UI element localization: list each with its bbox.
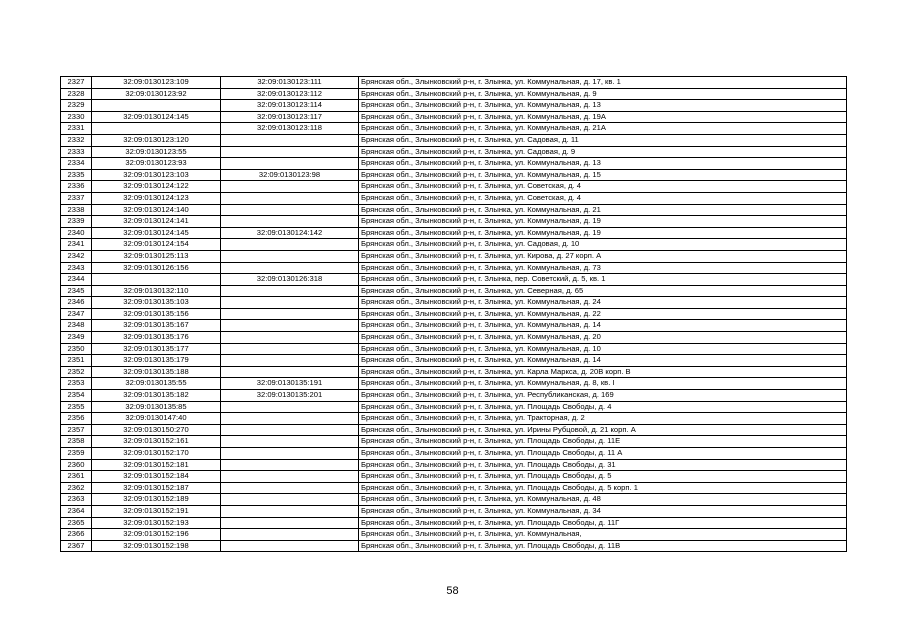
address-cell: Брянская обл., Злынковский р-н, г. Злынка, ул. Коммунальная, д. 19 (359, 216, 847, 228)
address-cell: Брянская обл., Злынковский р-н, г. Злынка, ул. Площадь Свободы, д. 11Е (359, 436, 847, 448)
row-number-cell: 2359 (61, 448, 92, 460)
row-number-cell: 2353 (61, 378, 92, 390)
address-cell: Брянская обл., Злынковский р-н, г. Злынка, ул. Садовая, д. 10 (359, 239, 847, 251)
linked-cadastral-number-cell: 32:09:0130123:111 (221, 77, 359, 89)
cadastral-number-cell: 32:09:0130147:40 (92, 413, 221, 425)
row-number-cell: 2352 (61, 366, 92, 378)
cadastral-number-cell: 32:09:0130152:196 (92, 529, 221, 541)
cadastral-number-cell: 32:09:0130150:270 (92, 424, 221, 436)
cadastral-number-cell: 32:09:0130135:179 (92, 355, 221, 367)
row-number-cell: 2335 (61, 169, 92, 181)
row-number-cell: 2367 (61, 540, 92, 552)
row-number-cell: 2351 (61, 355, 92, 367)
table-row (61, 308, 847, 320)
table-row (61, 378, 847, 390)
linked-cadastral-number-cell (221, 250, 359, 262)
linked-cadastral-number-cell (221, 482, 359, 494)
cadastral-number-cell: 32:09:0130135:167 (92, 320, 221, 332)
address-cell: Брянская обл., Злынковский р-н, г. Злынка, ул. Садовая, д. 9 (359, 146, 847, 158)
linked-cadastral-number-cell: 32:09:0130124:142 (221, 227, 359, 239)
linked-cadastral-number-cell (221, 413, 359, 425)
linked-cadastral-number-cell (221, 320, 359, 332)
linked-cadastral-number-cell (221, 181, 359, 193)
address-cell: Брянская обл., Злынковский р-н, г. Злынка, ул. Площадь Свободы, д. 5 (359, 471, 847, 483)
row-number-cell: 2329 (61, 100, 92, 112)
cadastral-number-cell: 32:09:0130135:176 (92, 332, 221, 344)
row-number-cell: 2343 (61, 262, 92, 274)
table-row (61, 250, 847, 262)
address-cell: Брянская обл., Злынковский р-н, г. Злынка, ул. Площадь Свободы, д. 11Г (359, 517, 847, 529)
row-number-cell: 2362 (61, 482, 92, 494)
cadastral-number-cell: 32:09:0130135:177 (92, 343, 221, 355)
cadastral-number-cell: 32:09:0130123:103 (92, 169, 221, 181)
row-number-cell: 2360 (61, 459, 92, 471)
linked-cadastral-number-cell (221, 494, 359, 506)
table-row (61, 88, 847, 100)
cadastral-number-cell: 32:09:0130124:141 (92, 216, 221, 228)
cadastral-number-cell (92, 100, 221, 112)
table-row (61, 390, 847, 402)
table-row (61, 123, 847, 135)
table-row (61, 459, 847, 471)
row-number-cell: 2348 (61, 320, 92, 332)
linked-cadastral-number-cell: 32:09:0130123:114 (221, 100, 359, 112)
linked-cadastral-number-cell (221, 401, 359, 413)
address-cell: Брянская обл., Злынковский р-н, г. Злынка, ул. Коммунальная, д. 10 (359, 343, 847, 355)
cadastral-number-cell (92, 274, 221, 286)
table-row (61, 146, 847, 158)
linked-cadastral-number-cell (221, 459, 359, 471)
row-number-cell: 2345 (61, 285, 92, 297)
table-row (61, 436, 847, 448)
table-row (61, 216, 847, 228)
linked-cadastral-number-cell: 32:09:0130123:118 (221, 123, 359, 135)
address-cell: Брянская обл., Злынковский р-н, г. Злынка, ул. Коммунальная, д. 21 (359, 204, 847, 216)
address-cell: Брянская обл., Злынковский р-н, г. Злынка, ул. Советская, д. 4 (359, 181, 847, 193)
table-row (61, 192, 847, 204)
row-number-cell: 2337 (61, 192, 92, 204)
cadastral-number-cell: 32:09:0130152:193 (92, 517, 221, 529)
table-row (61, 77, 847, 89)
table-row (61, 448, 847, 460)
address-cell: Брянская обл., Злынковский р-н, г. Злынка, ул. Коммунальная, д. 14 (359, 355, 847, 367)
cadastral-number-cell: 32:09:0130135:55 (92, 378, 221, 390)
row-number-cell: 2363 (61, 494, 92, 506)
cadastral-number-cell: 32:09:0130135:156 (92, 308, 221, 320)
table-row (61, 505, 847, 517)
linked-cadastral-number-cell (221, 285, 359, 297)
row-number-cell: 2356 (61, 413, 92, 425)
linked-cadastral-number-cell (221, 517, 359, 529)
table-row (61, 111, 847, 123)
linked-cadastral-number-cell (221, 448, 359, 460)
row-number-cell: 2366 (61, 529, 92, 541)
table-row (61, 274, 847, 286)
table-row (61, 297, 847, 309)
linked-cadastral-number-cell (221, 471, 359, 483)
cadastral-number-cell: 32:09:0130152:191 (92, 505, 221, 517)
page-number: 58 (446, 585, 459, 597)
linked-cadastral-number-cell (221, 204, 359, 216)
address-cell: Брянская обл., Злынковский р-н, г. Злынка, ул. Площадь Свободы, д. 11 А (359, 448, 847, 460)
table-row (61, 343, 847, 355)
address-cell: Брянская обл., Злынковский р-н, г. Злынка, ул. Коммунальная, д. 9 (359, 88, 847, 100)
address-cell: Брянская обл., Злынковский р-н, г. Злынка, ул. Кирова, д. 27 корп. А (359, 250, 847, 262)
cadastral-number-cell: 32:09:0130124:122 (92, 181, 221, 193)
row-number-cell: 2339 (61, 216, 92, 228)
address-cell: Брянская обл., Злынковский р-н, г. Злынка, ул. Коммунальная, д. 73 (359, 262, 847, 274)
row-number-cell: 2338 (61, 204, 92, 216)
linked-cadastral-number-cell (221, 262, 359, 274)
cadastral-number-cell: 32:09:0130123:93 (92, 158, 221, 170)
cadastral-number-cell: 32:09:0130124:123 (92, 192, 221, 204)
row-number-cell: 2342 (61, 250, 92, 262)
row-number-cell: 2357 (61, 424, 92, 436)
linked-cadastral-number-cell: 32:09:0130123:117 (221, 111, 359, 123)
row-number-cell: 2347 (61, 308, 92, 320)
address-cell: Брянская обл., Злынковский р-н, г. Злынка, ул. Карла Маркса, д. 20В корп. В (359, 366, 847, 378)
address-cell: Брянская обл., Злынковский р-н, г. Злынка, ул. Республиканская, д. 169 (359, 390, 847, 402)
linked-cadastral-number-cell (221, 436, 359, 448)
cadastral-number-cell: 32:09:0130124:145 (92, 227, 221, 239)
address-cell: Брянская обл., Злынковский р-н, г. Злынка, ул. Коммунальная, д. 24 (359, 297, 847, 309)
row-number-cell: 2358 (61, 436, 92, 448)
address-cell: Брянская обл., Злынковский р-н, г. Злынка, ул. Площадь Свободы, д. 11В (359, 540, 847, 552)
address-cell: Брянская обл., Злынковский р-н, г. Злынка, ул. Коммунальная, д. 13 (359, 100, 847, 112)
cadastral-number-cell: 32:09:0130152:184 (92, 471, 221, 483)
cadastral-number-cell: 32:09:0130126:156 (92, 262, 221, 274)
cadastral-number-cell (92, 123, 221, 135)
row-number-cell: 2349 (61, 332, 92, 344)
address-cell: Брянская обл., Злынковский р-н, г. Злынка, ул. Ирины Рубцовой, д. 21 корп. А (359, 424, 847, 436)
linked-cadastral-number-cell: 32:09:0130123:112 (221, 88, 359, 100)
cadastral-number-cell: 32:09:0130152:187 (92, 482, 221, 494)
table-row (61, 227, 847, 239)
address-cell: Брянская обл., Злынковский р-н, г. Злынка, ул. Коммунальная, д. 14 (359, 320, 847, 332)
cadastral-number-cell: 32:09:0130124:140 (92, 204, 221, 216)
table-row (61, 517, 847, 529)
row-number-cell: 2333 (61, 146, 92, 158)
address-cell: Брянская обл., Злынковский р-н, г. Злынка, ул. Площадь Свободы, д. 4 (359, 401, 847, 413)
linked-cadastral-number-cell (221, 297, 359, 309)
row-number-cell: 2332 (61, 134, 92, 146)
table-row (61, 204, 847, 216)
linked-cadastral-number-cell (221, 192, 359, 204)
cadastral-number-cell: 32:09:0130135:182 (92, 390, 221, 402)
table-row (61, 100, 847, 112)
linked-cadastral-number-cell (221, 216, 359, 228)
linked-cadastral-number-cell (221, 424, 359, 436)
cadastral-number-cell: 32:09:0130123:92 (92, 88, 221, 100)
table-row (61, 413, 847, 425)
address-cell: Брянская обл., Злынковский р-н, г. Злынка, ул. Коммунальная, д. 13 (359, 158, 847, 170)
address-cell: Брянская обл., Злынковский р-н, г. Злынка, ул. Коммунальная, д. 48 (359, 494, 847, 506)
table-row (61, 181, 847, 193)
cadastral-number-cell: 32:09:0130152:181 (92, 459, 221, 471)
row-number-cell: 2331 (61, 123, 92, 135)
table-row (61, 355, 847, 367)
linked-cadastral-number-cell (221, 343, 359, 355)
linked-cadastral-number-cell (221, 332, 359, 344)
table-row (61, 239, 847, 251)
row-number-cell: 2327 (61, 77, 92, 89)
table-row (61, 482, 847, 494)
row-number-cell: 2350 (61, 343, 92, 355)
row-number-cell: 2354 (61, 390, 92, 402)
cadastral-number-cell: 32:09:0130125:113 (92, 250, 221, 262)
table-row (61, 169, 847, 181)
address-cell: Брянская обл., Злынковский р-н, г. Злынка, ул. Коммунальная, (359, 529, 847, 541)
table-row (61, 320, 847, 332)
row-number-cell: 2361 (61, 471, 92, 483)
address-cell: Брянская обл., Злынковский р-н, г. Злынка, ул. Тракторная, д. 2 (359, 413, 847, 425)
address-cell: Брянская обл., Злынковский р-н, г. Злынка, ул. Коммунальная, д. 8, кв. I (359, 378, 847, 390)
table-row (61, 285, 847, 297)
cadastral-number-cell: 32:09:0130152:161 (92, 436, 221, 448)
row-number-cell: 2364 (61, 505, 92, 517)
linked-cadastral-number-cell: 32:09:0130135:201 (221, 390, 359, 402)
linked-cadastral-number-cell (221, 366, 359, 378)
address-cell: Брянская обл., Злынковский р-н, г. Злынка, пер. Советский, д. 5, кв. 1 (359, 274, 847, 286)
table-row (61, 134, 847, 146)
row-number-cell: 2334 (61, 158, 92, 170)
table-body (61, 77, 847, 552)
cadastral-number-cell: 32:09:0130135:103 (92, 297, 221, 309)
table-row (61, 158, 847, 170)
linked-cadastral-number-cell (221, 355, 359, 367)
cadastral-number-cell: 32:09:0130124:145 (92, 111, 221, 123)
address-cell: Брянская обл., Злынковский р-н, г. Злынка, ул. Площадь Свободы, д. 5 корп. 1 (359, 482, 847, 494)
address-cell: Брянская обл., Злынковский р-н, г. Злынка, ул. Коммунальная, д. 34 (359, 505, 847, 517)
address-cell: Брянская обл., Злынковский р-н, г. Злынка, ул. Площадь Свободы, д. 31 (359, 459, 847, 471)
row-number-cell: 2365 (61, 517, 92, 529)
table-row (61, 540, 847, 552)
address-cell: Брянская обл., Злынковский р-н, г. Злынка, ул. Коммунальная, д. 17, кв. 1 (359, 77, 847, 89)
cadastral-number-cell: 32:09:0130123:55 (92, 146, 221, 158)
linked-cadastral-number-cell (221, 134, 359, 146)
row-number-cell: 2355 (61, 401, 92, 413)
table-row (61, 262, 847, 274)
address-cell: Брянская обл., Злынковский р-н, г. Злынка, ул. Коммунальная, д. 15 (359, 169, 847, 181)
linked-cadastral-number-cell (221, 540, 359, 552)
linked-cadastral-number-cell (221, 239, 359, 251)
row-number-cell: 2341 (61, 239, 92, 251)
linked-cadastral-number-cell: 32:09:0130123:98 (221, 169, 359, 181)
cadastre-table (60, 76, 847, 552)
row-number-cell: 2344 (61, 274, 92, 286)
row-number-cell: 2330 (61, 111, 92, 123)
table-row (61, 494, 847, 506)
table-row (61, 401, 847, 413)
address-cell: Брянская обл., Злынковский р-н, г. Злынка, ул. Коммунальная, д. 22 (359, 308, 847, 320)
row-number-cell: 2340 (61, 227, 92, 239)
linked-cadastral-number-cell: 32:09:0130126:318 (221, 274, 359, 286)
linked-cadastral-number-cell (221, 505, 359, 517)
cadastral-number-cell: 32:09:0130152:198 (92, 540, 221, 552)
address-cell: Брянская обл., Злынковский р-н, г. Злынка, ул. Коммунальная, д. 19 (359, 227, 847, 239)
cadastral-number-cell: 32:09:0130152:189 (92, 494, 221, 506)
table-row (61, 529, 847, 541)
cadastral-number-cell: 32:09:0130135:85 (92, 401, 221, 413)
row-number-cell: 2346 (61, 297, 92, 309)
linked-cadastral-number-cell (221, 146, 359, 158)
address-cell: Брянская обл., Злынковский р-н, г. Злынка, ул. Коммунальная, д. 21А (359, 123, 847, 135)
address-cell: Брянская обл., Злынковский р-н, г. Злынка, ул. Северная, д. 65 (359, 285, 847, 297)
address-cell: Брянская обл., Злынковский р-н, г. Злынка, ул. Коммунальная, д. 20 (359, 332, 847, 344)
row-number-cell: 2336 (61, 181, 92, 193)
cadastral-number-cell: 32:09:0130132:110 (92, 285, 221, 297)
cadastral-number-cell: 32:09:0130135:188 (92, 366, 221, 378)
row-number-cell: 2328 (61, 88, 92, 100)
cadastral-number-cell: 32:09:0130152:170 (92, 448, 221, 460)
table-row (61, 424, 847, 436)
table-row (61, 471, 847, 483)
address-cell: Брянская обл., Злынковский р-н, г. Злынка, ул. Садовая, д. 11 (359, 134, 847, 146)
table-row (61, 366, 847, 378)
cadastral-number-cell: 32:09:0130124:154 (92, 239, 221, 251)
linked-cadastral-number-cell (221, 529, 359, 541)
table-row (61, 332, 847, 344)
linked-cadastral-number-cell: 32:09:0130135:191 (221, 378, 359, 390)
address-cell: Брянская обл., Злынковский р-н, г. Злынка, ул. Советская, д. 4 (359, 192, 847, 204)
linked-cadastral-number-cell (221, 308, 359, 320)
cadastral-number-cell: 32:09:0130123:109 (92, 77, 221, 89)
cadastral-number-cell: 32:09:0130123:120 (92, 134, 221, 146)
linked-cadastral-number-cell (221, 158, 359, 170)
address-cell: Брянская обл., Злынковский р-н, г. Злынка, ул. Коммунальная, д. 19А (359, 111, 847, 123)
